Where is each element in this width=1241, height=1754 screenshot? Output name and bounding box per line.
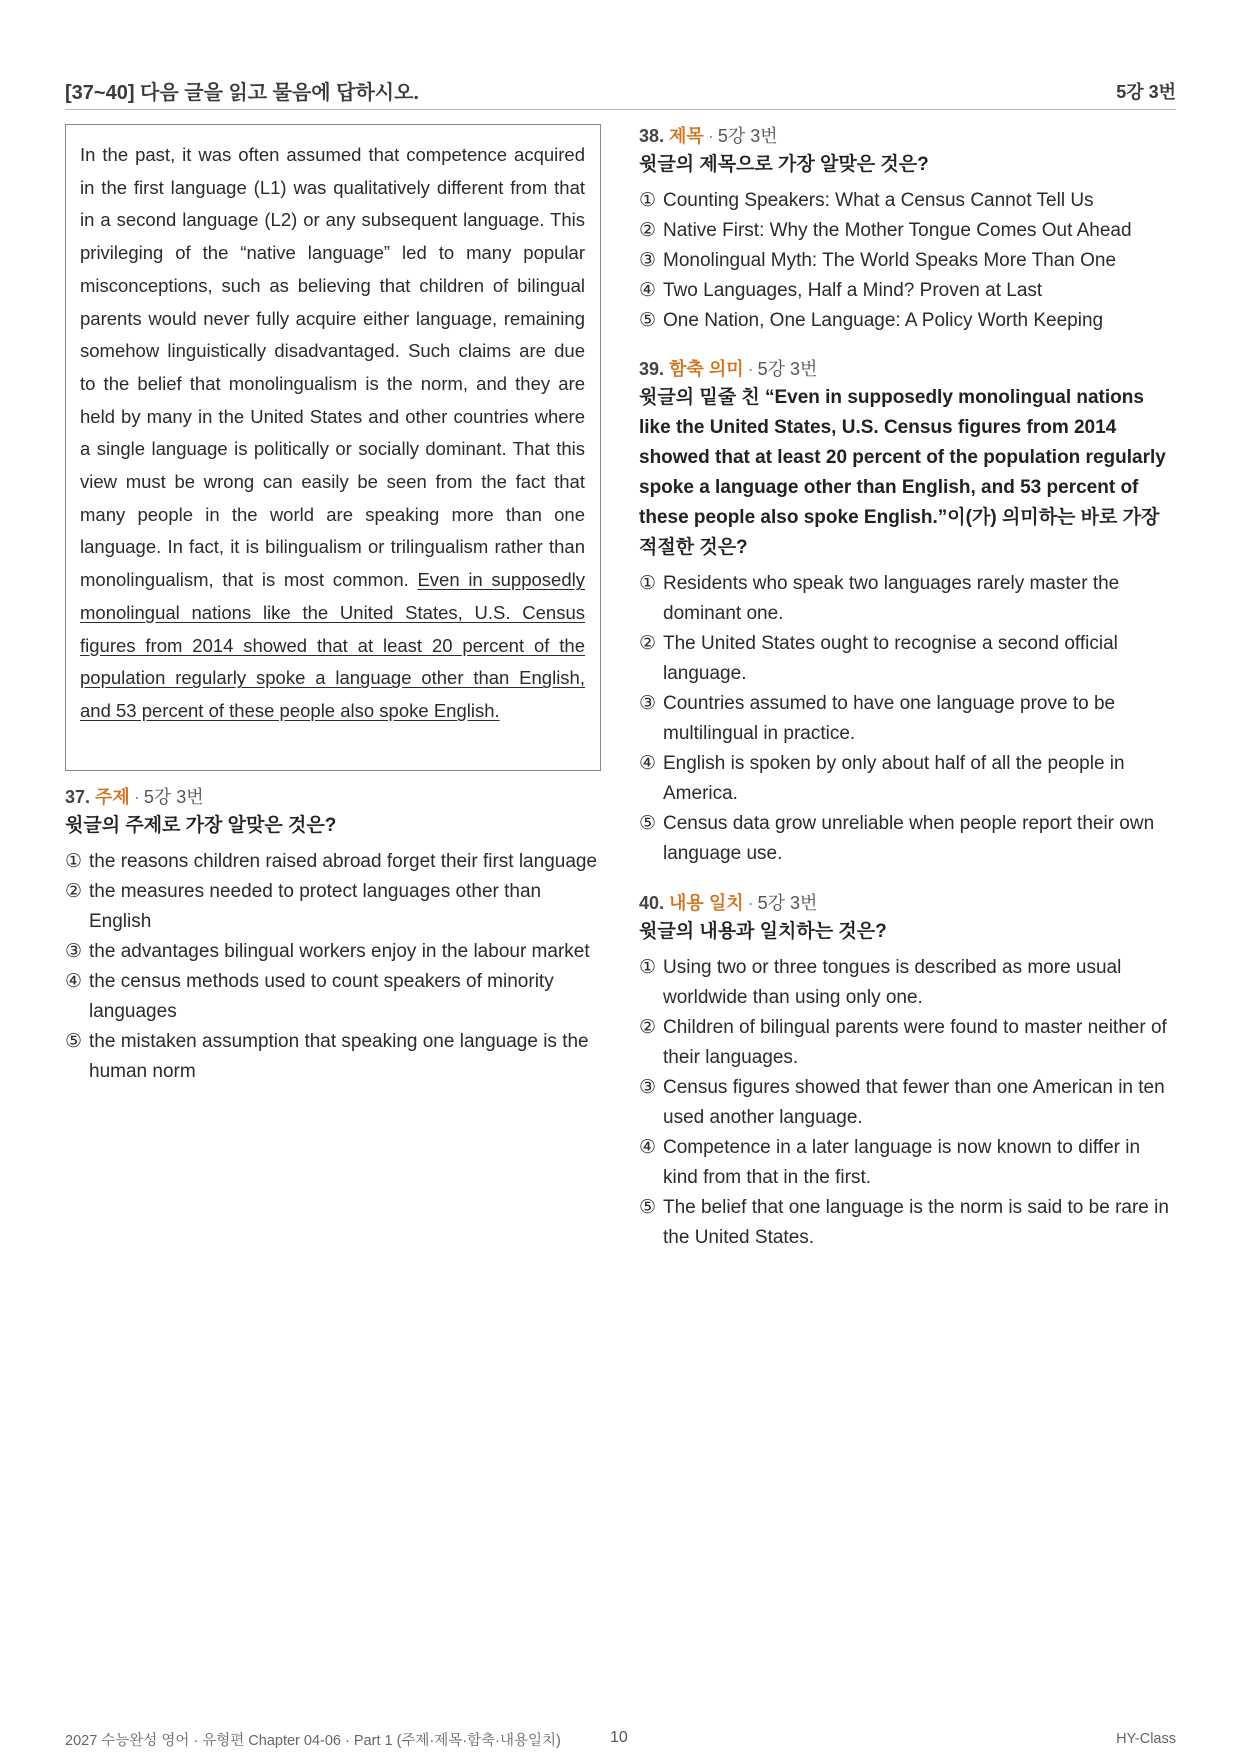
question-number: 40. <box>639 893 665 913</box>
option-text: English is spoken by only about half of all the people in America. <box>663 753 1125 804</box>
answer-option[interactable] <box>639 809 1176 869</box>
question-header <box>639 890 1176 916</box>
answer-option[interactable] <box>639 629 1176 689</box>
option-number: ④ <box>639 1137 657 1158</box>
answer-option[interactable] <box>639 186 1176 216</box>
option-number: ⑤ <box>639 813 657 834</box>
option-text: the measures needed to protect languages other than English <box>89 881 542 932</box>
answer-option[interactable] <box>639 1193 1176 1253</box>
answer-option[interactable] <box>639 1013 1176 1073</box>
option-number: ② <box>639 633 657 654</box>
answer-option[interactable] <box>639 953 1176 1013</box>
separator-dot: · <box>747 359 754 379</box>
answer-option[interactable] <box>65 1027 601 1087</box>
option-number: ⑤ <box>639 310 657 331</box>
option-number: ⑤ <box>65 1031 83 1052</box>
separator-dot: · <box>707 126 714 146</box>
option-text: the census methods used to count speakers of minority languages <box>89 971 554 1022</box>
answer-option[interactable] <box>639 276 1176 306</box>
option-text: Using two or three tongues is described as more usual worldwide than using only one. <box>663 957 1122 1008</box>
page-footer <box>65 1729 1176 1749</box>
option-number: ④ <box>65 971 83 992</box>
answer-option[interactable] <box>639 749 1176 809</box>
question-39 <box>639 356 1176 869</box>
option-text: The belief that one language is the norm is said to be rare in the United States. <box>663 1197 1169 1248</box>
question-prompt: 윗글의 내용과 일치하는 것은? <box>639 921 887 942</box>
option-text: Census figures showed that fewer than one American in ten used another language. <box>663 1077 1165 1128</box>
page-number: 10 <box>610 1729 628 1746</box>
option-number: ④ <box>639 280 657 301</box>
option-number: ③ <box>639 250 657 271</box>
question-source: 5강 3번 <box>717 126 778 146</box>
option-number: ③ <box>639 1077 657 1098</box>
option-number: ⑤ <box>639 1197 657 1218</box>
separator-dot: · <box>747 893 754 913</box>
page-header <box>65 74 1176 110</box>
option-text: Countries assumed to have one language prove to be multilingual in practice. <box>663 693 1116 744</box>
option-number: ③ <box>65 941 83 962</box>
option-number: ② <box>639 220 657 241</box>
question-source: 5강 3번 <box>143 787 204 807</box>
answer-option[interactable] <box>65 967 601 1027</box>
question-type: 주제 <box>95 787 130 807</box>
question-number: 38. <box>639 126 665 146</box>
answer-option[interactable] <box>639 1133 1176 1193</box>
underlined-sentence: Even in supposedly monolingual nations like the United States, U.S. Census figures from 2014 showed that at least 20 percent of the population regularly spoke a language other than English, and 53 percent of these people also spoke English. <box>80 569 585 721</box>
option-number: ③ <box>639 693 657 714</box>
option-text: the advantages bilingual workers enjoy in the labour market <box>89 941 590 962</box>
source-label: 5강 3번 <box>1116 82 1176 102</box>
option-text: the mistaken assumption that speaking one language is the human norm <box>89 1031 589 1082</box>
answer-option[interactable] <box>639 216 1176 246</box>
answer-option[interactable] <box>65 877 601 937</box>
question-type: 함축 의미 <box>669 359 744 379</box>
option-text: The United States ought to recognise a second official language. <box>663 633 1118 684</box>
answer-options <box>65 847 601 1087</box>
question-prompt: 윗글의 주제로 가장 알맞은 것은? <box>65 815 337 836</box>
option-number: ② <box>65 881 83 902</box>
option-text: One Nation, One Language: A Policy Worth Keeping <box>663 310 1104 331</box>
option-number: ① <box>639 957 657 978</box>
passage-text: In the past, it was often assumed that competence acquired in the first language (L1) was qualitatively different from that in a second language (L2) or any subsequent language. This privileging of the “native language” led to many popular misconceptions, such as believing that children of bilingual parents would never fully acquire either language, remaining somehow linguistically disadvantaged. Such claims are due to the belief that monolingualism is the norm, and they are held by many in the United States and other countries where a single language is politically or socially dominant. That this view must be wrong can easily be seen from the fact that many people in the world are speaking more than one language. In fact, it is bilingualism or trilingualism rather than monolingualism, that is most common. <box>80 144 585 591</box>
answer-option[interactable] <box>639 569 1176 629</box>
question-header <box>639 123 1176 149</box>
answer-option[interactable] <box>65 937 601 967</box>
question-type: 제목 <box>669 126 704 146</box>
question-type: 내용 일치 <box>669 893 744 913</box>
option-text: Competence in a later language is now known to differ in kind from that in the first. <box>663 1137 1141 1188</box>
option-text: Native First: Why the Mother Tongue Comes Out Ahead <box>663 220 1132 241</box>
option-number: ② <box>639 1017 657 1038</box>
answer-options <box>639 569 1176 869</box>
option-text: the reasons children raised abroad forget their first language <box>89 851 598 872</box>
option-text: Census data grow unreliable when people report their own language use. <box>663 813 1155 864</box>
question-header <box>65 784 601 810</box>
question-prompt: 윗글의 제목으로 가장 알맞은 것은? <box>639 154 929 175</box>
separator-dot: · <box>133 787 140 807</box>
option-text: Residents who speak two languages rarely master the dominant one. <box>663 573 1120 624</box>
option-text: Counting Speakers: What a Census Cannot Tell Us <box>663 190 1094 211</box>
answer-option[interactable] <box>639 1073 1176 1133</box>
reading-passage <box>65 124 601 771</box>
answer-options <box>639 186 1176 336</box>
option-text: Monolingual Myth: The World Speaks More Than One <box>663 250 1117 271</box>
option-text: Children of bilingual parents were found to master neither of their languages. <box>663 1017 1167 1068</box>
option-number: ① <box>639 573 657 594</box>
question-37 <box>65 784 601 1087</box>
answer-option[interactable] <box>639 689 1176 749</box>
question-source: 5강 3번 <box>757 893 818 913</box>
question-prompt: 윗글의 밑줄 친 “Even in supposedly monolingual nations like the United States, U.S. Census figures from 2014 showed that at least 20 percent of the population regularly spoke a language other than English, and 53 percent of these people also spoke English.”이(가) 의미하는 바로 가장 적절한 것은? <box>639 387 1166 558</box>
answer-option[interactable] <box>639 306 1176 336</box>
question-number: 37. <box>65 787 91 807</box>
option-number: ① <box>65 851 83 872</box>
option-number: ① <box>639 190 657 211</box>
footer-brand: HY-Class <box>1116 1731 1176 1747</box>
option-text: Two Languages, Half a Mind? Proven at Last <box>663 280 1043 301</box>
answer-option[interactable] <box>65 847 601 877</box>
section-instruction: [37~40] 다음 글을 읽고 물음에 답하시오. <box>65 82 419 104</box>
question-header <box>639 356 1176 382</box>
option-number: ④ <box>639 753 657 774</box>
question-number: 39. <box>639 359 665 379</box>
footer-book-title: 2027 수능완성 영어 · 유형편 Chapter 04-06 · Part 1 (주제·제목·함축·내용일치) <box>65 1733 561 1749</box>
question-40 <box>639 890 1176 1253</box>
answer-option[interactable] <box>639 246 1176 276</box>
question-source: 5강 3번 <box>757 359 818 379</box>
answer-options <box>639 953 1176 1253</box>
question-38 <box>639 123 1176 336</box>
